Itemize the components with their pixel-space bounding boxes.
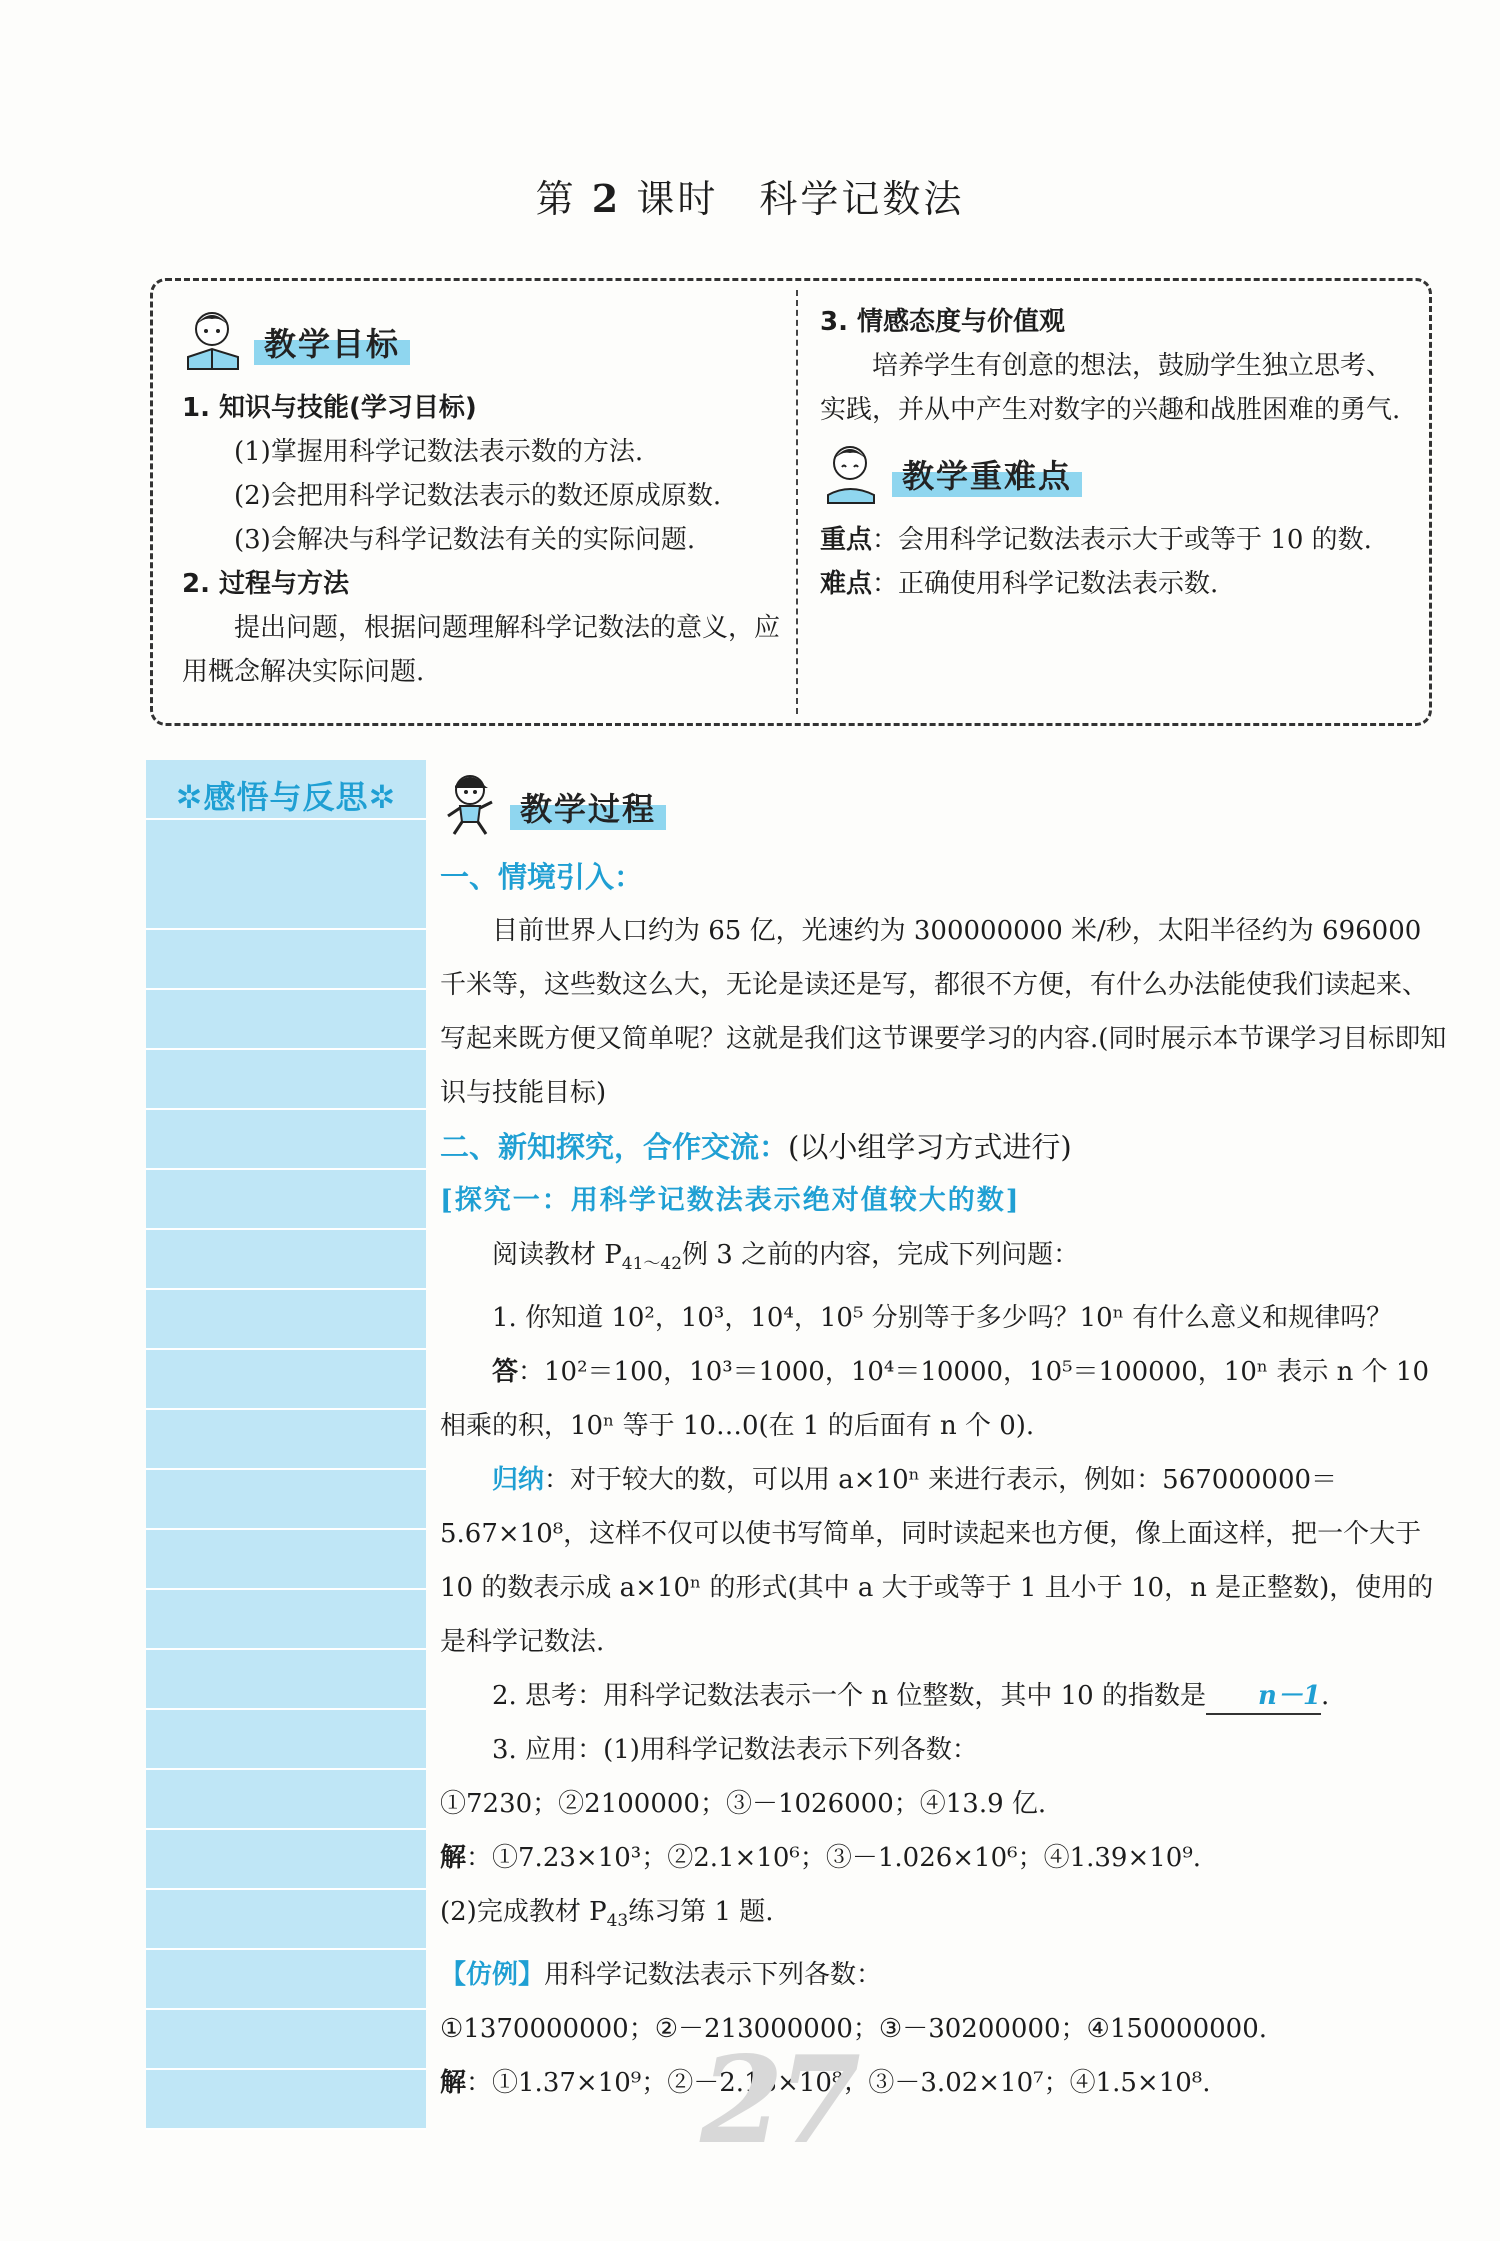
difficulty-text: ：正确使用科学记数法表示数. (872, 569, 1219, 599)
section-2-note: (以小组学习方式进行) (788, 1130, 1072, 1164)
page-number: 27 (700, 2030, 855, 2171)
summary-label: 归纳 (492, 1465, 545, 1496)
title-prefix: 第 (535, 177, 577, 221)
section-2-title (440, 1120, 1452, 1174)
question-1: 1. 你知道 10²，10³，10⁴，10⁵ 分别等于多少吗？10ⁿ 有什么意义和规律吗？ (492, 1303, 1393, 1334)
process-header (438, 760, 1452, 850)
question-3-part-2-page: 43 (606, 1911, 629, 1932)
question-2-end: . (1320, 1681, 1330, 1712)
title-suffix: 课时 科学记数法 (636, 177, 965, 221)
answer-1-text: ：10²＝100，10³＝1000，10⁴＝10000，10⁵＝100000，10ⁿ 表示 n 个 10 相乘的积，10ⁿ 等于 10…0(在 1 的后面有 n 个 0). (440, 1357, 1430, 1442)
objectives-divider (796, 290, 798, 714)
question-2 (440, 1669, 1452, 1723)
lesson-number: 2 (591, 176, 622, 221)
solution-label: 解 (440, 1843, 467, 1874)
page-title (0, 168, 1500, 223)
question-3-items: ①7230；②2100000；③－1026000；④13.9 亿. (440, 1789, 1047, 1820)
objective-1-title: 1. 知识与技能(学习目标) (182, 393, 477, 423)
reflection-sidebar (146, 760, 426, 2130)
difficulty-label: 难点 (820, 569, 873, 599)
summary-text: ：对于较大的数，可以用 a×10ⁿ 来进行表示，例如：567000000＝5.67×10⁸，这样不仅可以使书写简单，同时读起来也方便，像上面这样，把一个大于 10 的数表示成 a×10ⁿ 的形式(其中 a 大于或等于 1 且小于 10，n 是正整数)，使用的是科学记数法. (440, 1465, 1434, 1658)
imitation-label: 【仿例】 (440, 1960, 545, 1991)
student-running-icon (438, 772, 500, 838)
imitation-items: ①1370000000；②－213000000；③－30200000；④150000000. (440, 2014, 1268, 2045)
objective-2-title: 2. 过程与方法 (182, 569, 350, 599)
question-3-solution-text: ：①7.23×10³；②2.1×10⁶；③－1.026×10⁶；④1.39×10⁹. (466, 1843, 1202, 1874)
process-heading: 教学过程 (510, 780, 666, 830)
objectives-right-column (820, 300, 1410, 606)
objective-3-text: 培养学生有创意的想法，鼓励学生独立思考、实践，并从中产生对数字的兴趣和战胜困难的勇气. (820, 351, 1401, 425)
difficulty-point (820, 562, 1410, 606)
section-1-text: 目前世界人口约为 65 亿，光速约为 300000000 米/秒，太阳半径约为 696000 千米等，这些数这么大，无论是读还是写，都很不方便，有什么办法能使我们读起来、写起来既方便又简单呢？这就是我们这节课要学习的内容.(同时展示本节课学习目标即知识与技能目标) (440, 916, 1447, 1108)
imitation-text: 用科学记数法表示下列各数： (544, 1960, 883, 1991)
objective-1c: (3)会解决与科学记数法有关的实际问题. (234, 525, 696, 555)
objectives-left-column (182, 300, 782, 694)
keypoints-header (820, 432, 1410, 512)
summary (440, 1453, 1452, 1669)
imitation-solution (440, 2056, 1452, 2110)
objective-1b: (2)会把用科学记数法表示的数还原成原数. (234, 481, 722, 511)
teaching-process (440, 760, 1452, 2110)
question-2-answer-blank: n－1 (1206, 1679, 1321, 1715)
objective-2-text: 提出问题，根据问题理解科学记数法的意义，应用概念解决实际问题. (182, 613, 781, 687)
answer-label: 答 (492, 1357, 519, 1388)
section-1-title: 一、情境引入： (440, 860, 644, 894)
question-3: 3. 应用：(1)用科学记数法表示下列各数： (492, 1735, 978, 1766)
answer-1 (440, 1345, 1452, 1453)
imitation-solution-label: 解 (440, 2068, 467, 2099)
objectives-heading: 教学目标 (254, 315, 410, 365)
objective-3-title: 3. 情感态度与价值观 (820, 307, 1066, 337)
reading-task-pages: 41～42 (621, 1254, 683, 1275)
question-2-text: 2. 思考：用科学记数法表示一个 n 位整数，其中 10 的指数是 (492, 1681, 1206, 1712)
reading-task (440, 1228, 1452, 1291)
reading-task-post: 例 3 之前的内容，完成下列问题： (682, 1240, 1080, 1270)
imitation-example (440, 1948, 1452, 2002)
focus-label: 重点 (820, 525, 873, 555)
focus-point (820, 518, 1410, 562)
objective-1a: (1)掌握用科学记数法表示数的方法. (234, 437, 644, 467)
question-3-part-2-pre: (2)完成教材 P (440, 1897, 607, 1928)
reading-task-pre: 阅读教材 P (492, 1240, 622, 1270)
focus-text: ：会用科学记数法表示大于或等于 10 的数. (872, 525, 1372, 555)
imitation-solution-text: ：①1.37×10⁹；②－2.13×10⁸；③－3.02×10⁷；④1.5×10⁸. (466, 2068, 1211, 2099)
question-3-part-2-post: 练习第 1 题. (628, 1897, 774, 1928)
section-2-heading: 二、新知探究，合作交流： (440, 1130, 789, 1164)
student-reading-icon (182, 307, 244, 373)
question-3-solution (440, 1831, 1452, 1885)
keypoints-heading: 教学重难点 (892, 447, 1082, 497)
sidebar-title: ✲感悟与反思✲ (175, 778, 397, 816)
student-thinking-icon (820, 439, 882, 505)
objectives-header (182, 300, 782, 380)
question-3-part-2 (440, 1885, 1452, 1948)
explore-1-title: [探究一：用科学记数法表示绝对值较大的数] (440, 1185, 1021, 1216)
